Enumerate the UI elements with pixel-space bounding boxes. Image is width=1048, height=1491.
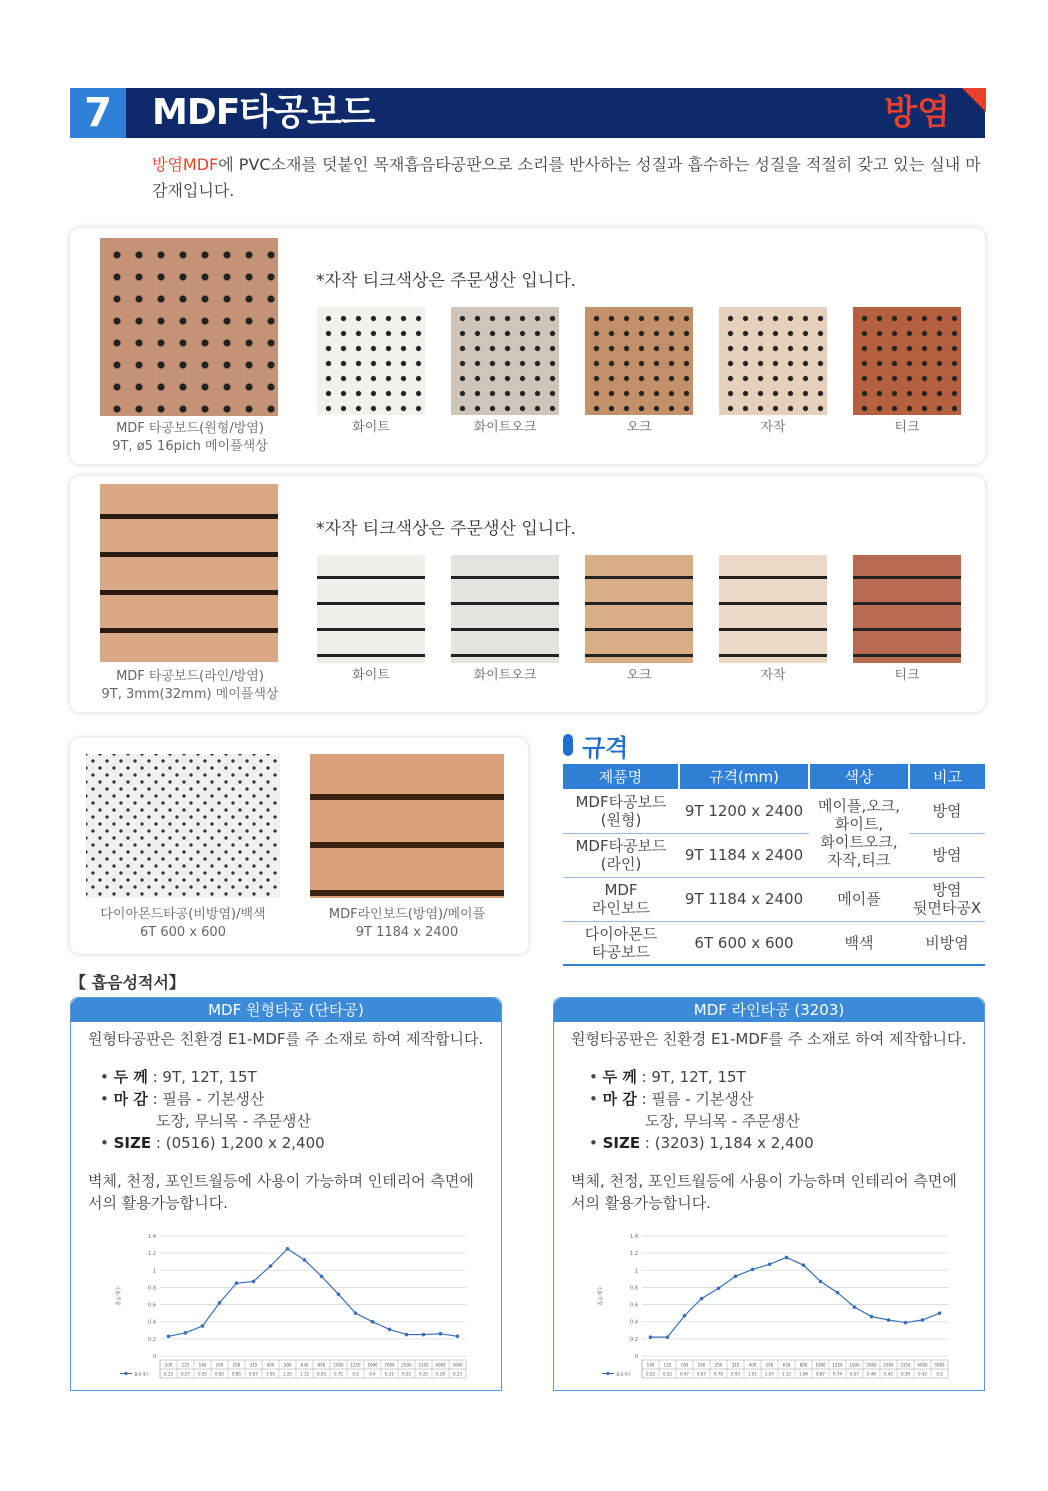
data-point bbox=[802, 1263, 806, 1267]
diamond-caption bbox=[80, 906, 286, 942]
x-tick-label: 400 bbox=[748, 1362, 757, 1368]
card-spec-list: • 두 께 : 9T, 12T, 15T • 마 감 : 필름 - 기본생산 도장, 무늬목 - 주문생산 • SIZE : (3203) 1,184 x 2,400 bbox=[589, 1068, 814, 1152]
data-label: 0.79 bbox=[714, 1371, 723, 1377]
color-swatch bbox=[451, 307, 559, 415]
data-point bbox=[938, 1311, 942, 1315]
data-point bbox=[717, 1286, 721, 1290]
data-label: 0.35 bbox=[198, 1371, 207, 1377]
y-tick-label: 1.4 bbox=[148, 1234, 156, 1240]
data-point bbox=[303, 1258, 307, 1262]
spec-cell: 비방염 bbox=[909, 921, 985, 965]
data-label: 0.93 bbox=[317, 1371, 326, 1377]
y-tick-label: 0.4 bbox=[630, 1319, 638, 1326]
spec-value: 도장, 무늬목 - 주문생산 bbox=[645, 1112, 800, 1130]
x-tick-label: 200 bbox=[697, 1362, 706, 1368]
spec-header: 비고 bbox=[909, 764, 985, 789]
data-point bbox=[252, 1280, 256, 1284]
legend-label: 흡음계수 bbox=[134, 1371, 150, 1377]
data-label: 0.39 bbox=[901, 1371, 910, 1377]
main-sample-line bbox=[100, 484, 278, 662]
caption-line: 6T 600 x 600 bbox=[140, 925, 226, 940]
x-tick-label: 2500 bbox=[883, 1362, 894, 1368]
main-sample-round bbox=[100, 238, 278, 416]
swatch-label: 화이트 bbox=[352, 668, 390, 683]
y-tick-label: 0.8 bbox=[148, 1285, 156, 1292]
caption-line: MDF라인보드(방염)/메이플 bbox=[328, 907, 486, 922]
data-label: 1.05 bbox=[266, 1371, 275, 1377]
data-label: 0.26 bbox=[436, 1371, 445, 1377]
y-tick-label: 1 bbox=[634, 1268, 638, 1275]
data-label: 1.15 bbox=[782, 1371, 791, 1377]
color-swatch bbox=[719, 307, 827, 415]
data-label: 0.72 bbox=[334, 1371, 343, 1377]
x-tick-label: 1600 bbox=[367, 1362, 378, 1368]
caption-line: MDF 타공보드(라인/방염) bbox=[116, 669, 264, 684]
color-swatch bbox=[585, 555, 693, 663]
table-row bbox=[563, 789, 985, 833]
x-tick-label: 200 bbox=[215, 1362, 224, 1368]
table-row bbox=[563, 877, 985, 921]
swatch-label: 화이트오크 bbox=[473, 420, 537, 435]
spec-cell: 6T 600 x 600 bbox=[679, 921, 809, 965]
order-note: *자작 티크색상은 주문생산 입니다. bbox=[316, 519, 577, 539]
data-point bbox=[439, 1332, 443, 1336]
card-head: MDF 원형타공 (단타공) bbox=[71, 998, 501, 1022]
spec-label: 마 감 bbox=[113, 1090, 148, 1108]
data-point bbox=[683, 1314, 687, 1318]
data-point bbox=[320, 1274, 324, 1278]
spec-cell: MDF타공보드 (라인) bbox=[563, 833, 679, 877]
page-title: MDF타공보드 bbox=[152, 92, 375, 133]
data-point bbox=[388, 1328, 392, 1332]
data-label: 0.25 bbox=[419, 1371, 428, 1377]
data-label: 0.47 bbox=[680, 1371, 689, 1377]
x-tick-label: 1600 bbox=[849, 1362, 860, 1368]
order-note: *자작 티크색상은 주문생산 입니다. bbox=[316, 271, 577, 291]
data-point bbox=[785, 1256, 789, 1260]
corner-accent bbox=[962, 88, 986, 112]
x-tick-label: 800 bbox=[317, 1362, 326, 1368]
caption-line: 다이아몬드타공(비방염)/백색 bbox=[100, 907, 266, 922]
spec-value: : 9T, 12T, 15T bbox=[147, 1068, 257, 1086]
intro-text bbox=[152, 152, 988, 204]
x-tick-label: 125 bbox=[181, 1362, 190, 1368]
x-tick-label: 250 bbox=[714, 1362, 723, 1368]
data-label: 0.22 bbox=[663, 1371, 672, 1377]
y-tick-label: 0 bbox=[152, 1354, 156, 1360]
data-point bbox=[337, 1292, 341, 1296]
data-label: 0.74 bbox=[833, 1371, 842, 1377]
data-point bbox=[269, 1264, 273, 1268]
y-tick-label: 0.2 bbox=[630, 1336, 638, 1343]
x-tick-label: 5000 bbox=[934, 1362, 945, 1368]
card-desc: 원형타공판은 친환경 E1-MDF를 주 소재로 하여 제작합니다. bbox=[88, 1030, 484, 1048]
spec-value: : 필름 - 기본생산 bbox=[147, 1090, 265, 1108]
spec-cell: 9T 1184 x 2400 bbox=[679, 877, 809, 921]
x-tick-label: 3150 bbox=[900, 1362, 911, 1368]
spec-label: SIZE bbox=[602, 1134, 641, 1152]
data-point bbox=[836, 1291, 840, 1295]
x-tick-label: 3150 bbox=[418, 1362, 429, 1368]
data-point bbox=[405, 1333, 409, 1337]
spec-title: 규격 bbox=[582, 734, 629, 762]
y-tick-label: 0.6 bbox=[630, 1302, 638, 1309]
caption-line: 9T, 3mm(32mm) 메이플색상 bbox=[101, 687, 279, 702]
card-head: MDF 라인타공 (3203) bbox=[554, 998, 984, 1022]
absorption-chart-round bbox=[112, 1228, 472, 1384]
x-tick-label: 250 bbox=[232, 1362, 241, 1368]
data-point bbox=[921, 1318, 925, 1322]
table-row bbox=[563, 833, 985, 877]
x-tick-label: 315 bbox=[731, 1362, 740, 1368]
data-point bbox=[354, 1311, 358, 1315]
data-point bbox=[768, 1262, 772, 1266]
data-label: 0.25 bbox=[402, 1371, 411, 1377]
y-tick-label: 1.2 bbox=[148, 1251, 156, 1258]
data-label: 0.85 bbox=[232, 1371, 241, 1377]
swatch-label: 화이트 bbox=[352, 420, 390, 435]
color-swatch bbox=[719, 555, 827, 663]
swatch-label: 자작 bbox=[760, 420, 786, 435]
section-number: 7 bbox=[70, 88, 126, 138]
x-tick-label: 800 bbox=[799, 1362, 808, 1368]
data-label: 0.62 bbox=[215, 1371, 224, 1377]
y-tick-label: 0.6 bbox=[148, 1302, 156, 1309]
data-point bbox=[819, 1280, 823, 1284]
data-label: 0.22 bbox=[646, 1371, 655, 1377]
x-tick-label: 1250 bbox=[350, 1362, 361, 1368]
data-point bbox=[286, 1247, 290, 1251]
swatch-label: 화이트오크 bbox=[473, 668, 537, 683]
spec-header: 색상 bbox=[809, 764, 909, 789]
x-tick-label: 125 bbox=[663, 1362, 672, 1368]
swatch-label: 오크 bbox=[626, 668, 652, 683]
spec-table bbox=[563, 764, 985, 966]
x-tick-label: 2000 bbox=[866, 1362, 877, 1368]
spec-label: 두 께 bbox=[602, 1068, 637, 1086]
data-label: 0.67 bbox=[697, 1371, 706, 1377]
table-row bbox=[563, 921, 985, 965]
data-label: 0.27 bbox=[181, 1371, 190, 1377]
data-label: 0.5 bbox=[352, 1371, 359, 1377]
data-point bbox=[666, 1335, 670, 1339]
absorption-title: 【 흡음성적서】 bbox=[70, 973, 185, 992]
spec-value: : (3203) 1,184 x 2,400 bbox=[640, 1134, 814, 1152]
spec-label: 두 께 bbox=[113, 1068, 148, 1086]
data-label: 1.07 bbox=[765, 1371, 774, 1377]
data-point bbox=[853, 1305, 857, 1309]
data-label: 0.87 bbox=[249, 1371, 258, 1377]
fire-retardant-tag: 방염 bbox=[884, 93, 950, 133]
x-tick-label: 100 bbox=[164, 1362, 173, 1368]
y-axis-label: 흡음계수 bbox=[116, 1286, 122, 1306]
color-swatch bbox=[317, 307, 425, 415]
legend-label: 흡음계수 bbox=[616, 1371, 632, 1377]
y-tick-label: 0.4 bbox=[148, 1319, 156, 1326]
y-tick-label: 1.4 bbox=[630, 1234, 638, 1240]
spec-cell: 백색 bbox=[809, 921, 909, 965]
spec-cell: 다이아몬드 타공보드 bbox=[563, 921, 679, 965]
spec-cell: 9T 1200 x 2400 bbox=[679, 789, 809, 833]
legend-marker bbox=[606, 1372, 609, 1375]
spec-label: 마 감 bbox=[602, 1090, 637, 1108]
color-swatch bbox=[451, 555, 559, 663]
data-point bbox=[887, 1318, 891, 1322]
card-usage: 벽체, 천정, 포인트월등에 사용이 가능하며 인테리어 측면에서의 활용가능합니다. bbox=[88, 1172, 474, 1212]
color-swatch bbox=[317, 555, 425, 663]
spec-cell: MDF타공보드 (원형) bbox=[563, 789, 679, 833]
series-line bbox=[651, 1257, 940, 1337]
x-tick-label: 1000 bbox=[815, 1362, 826, 1368]
x-tick-label: 1250 bbox=[832, 1362, 843, 1368]
data-label: 0.42 bbox=[884, 1371, 893, 1377]
x-tick-label: 2000 bbox=[384, 1362, 395, 1368]
card-spec-list: • 두 께 : 9T, 12T, 15T • 마 감 : 필름 - 기본생산 도장, 무늬목 - 주문생산 • SIZE : (0516) 1,200 x 2,400 bbox=[100, 1068, 325, 1152]
x-tick-label: 500 bbox=[765, 1362, 774, 1368]
caption-line: 9T, ø5 16pich 메이플색상 bbox=[112, 439, 268, 454]
data-label: 0.93 bbox=[731, 1371, 740, 1377]
data-label: 0.4 bbox=[369, 1371, 376, 1377]
data-label: 0.23 bbox=[164, 1371, 173, 1377]
spec-cell: 방염 bbox=[909, 789, 985, 833]
data-point bbox=[235, 1281, 239, 1285]
data-label: 1.25 bbox=[283, 1371, 292, 1377]
color-swatch bbox=[853, 555, 961, 663]
spec-value: : 필름 - 기본생산 bbox=[636, 1090, 754, 1108]
spec-value: : 9T, 12T, 15T bbox=[636, 1068, 746, 1086]
spec-cell: 메이플,오크, 화이트, 화이트오크, 자작,티크 bbox=[809, 789, 909, 877]
data-point bbox=[870, 1315, 874, 1319]
card-usage: 벽체, 천정, 포인트월등에 사용이 가능하며 인테리어 측면에서의 활용가능합니다. bbox=[571, 1172, 957, 1212]
data-label: 0.87 bbox=[816, 1371, 825, 1377]
spec-cell: 9T 1184 x 2400 bbox=[679, 833, 809, 877]
spec-bullet-icon bbox=[563, 734, 573, 756]
spec-value: : (0516) 1,200 x 2,400 bbox=[151, 1134, 325, 1152]
x-tick-label: 315 bbox=[249, 1362, 258, 1368]
card-desc: 원형타공판은 친환경 E1-MDF를 주 소재로 하여 제작합니다. bbox=[571, 1030, 967, 1048]
data-label: 0.23 bbox=[453, 1371, 462, 1377]
absorption-chart-line bbox=[594, 1228, 954, 1384]
spec-value: 도장, 무늬목 - 주문생산 bbox=[156, 1112, 311, 1130]
spec-cell: 메이플 bbox=[809, 877, 909, 921]
x-tick-label: 160 bbox=[198, 1362, 207, 1368]
swatch-label: 티크 bbox=[894, 668, 920, 683]
line-board-sample bbox=[310, 754, 504, 898]
x-tick-label: 500 bbox=[283, 1362, 292, 1368]
y-tick-label: 0.2 bbox=[148, 1336, 156, 1343]
x-tick-label: 5000 bbox=[452, 1362, 463, 1368]
data-point bbox=[751, 1268, 755, 1272]
data-label: 0.57 bbox=[850, 1371, 859, 1377]
intro-body: 에 PVC소재를 덧붙인 목재흡음타공판으로 소리를 반사하는 성질과 흡수하는 성질을 적절히 갖고 있는 실내 마감재입니다. bbox=[152, 155, 981, 200]
data-label: 1.06 bbox=[799, 1371, 808, 1377]
data-label: 1.01 bbox=[748, 1371, 757, 1377]
data-label: 0.46 bbox=[867, 1371, 876, 1377]
data-point bbox=[734, 1274, 738, 1278]
x-tick-label: 4000 bbox=[917, 1362, 928, 1368]
intro-highlight: 방염MDF bbox=[152, 155, 219, 174]
data-point bbox=[700, 1297, 704, 1301]
x-tick-label: 400 bbox=[266, 1362, 275, 1368]
series-line bbox=[169, 1249, 458, 1336]
x-tick-label: 100 bbox=[646, 1362, 655, 1368]
swatch-label: 오크 bbox=[626, 420, 652, 435]
spec-label: SIZE bbox=[113, 1134, 152, 1152]
spec-header: 규격(mm) bbox=[679, 764, 809, 789]
diamond-perforated-sample bbox=[86, 754, 280, 898]
data-point bbox=[456, 1334, 460, 1338]
data-label: 1.12 bbox=[300, 1371, 309, 1377]
y-tick-label: 1.2 bbox=[630, 1251, 638, 1258]
x-tick-label: 2500 bbox=[401, 1362, 412, 1368]
line-board-caption bbox=[304, 906, 510, 942]
caption-line: MDF 타공보드(원형/방염) bbox=[116, 421, 264, 436]
color-swatch bbox=[853, 307, 961, 415]
x-tick-label: 1000 bbox=[333, 1362, 344, 1368]
swatch-label: 티크 bbox=[894, 420, 920, 435]
data-point bbox=[167, 1334, 171, 1338]
x-tick-label: 630 bbox=[782, 1362, 791, 1368]
data-point bbox=[371, 1320, 375, 1324]
x-tick-label: 160 bbox=[680, 1362, 689, 1368]
data-label: 0.42 bbox=[918, 1371, 927, 1377]
spec-cell: 방염 bbox=[909, 833, 985, 877]
data-point bbox=[649, 1335, 653, 1339]
y-tick-label: 1 bbox=[152, 1268, 156, 1275]
caption-line: 9T 1184 x 2400 bbox=[355, 925, 459, 940]
data-point bbox=[218, 1301, 222, 1305]
main-caption-round bbox=[90, 420, 290, 456]
data-label: 0.5 bbox=[936, 1371, 943, 1377]
data-point bbox=[184, 1331, 188, 1335]
y-tick-label: 0.8 bbox=[630, 1285, 638, 1292]
y-tick-label: 0 bbox=[634, 1354, 638, 1360]
y-axis-label: 흡음계수 bbox=[598, 1286, 604, 1306]
data-point bbox=[904, 1321, 908, 1325]
spec-header: 제품명 bbox=[563, 764, 679, 789]
swatch-label: 자작 bbox=[760, 668, 786, 683]
data-label: 0.31 bbox=[385, 1371, 394, 1377]
x-tick-label: 4000 bbox=[435, 1362, 446, 1368]
spec-cell: MDF 라인보드 bbox=[563, 877, 679, 921]
legend-marker bbox=[124, 1372, 127, 1375]
data-point bbox=[422, 1333, 426, 1337]
spec-cell: 방염 뒷면타공X bbox=[909, 877, 985, 921]
color-swatch bbox=[585, 307, 693, 415]
data-point bbox=[201, 1324, 205, 1328]
main-caption-line bbox=[90, 668, 290, 704]
x-tick-label: 630 bbox=[300, 1362, 309, 1368]
